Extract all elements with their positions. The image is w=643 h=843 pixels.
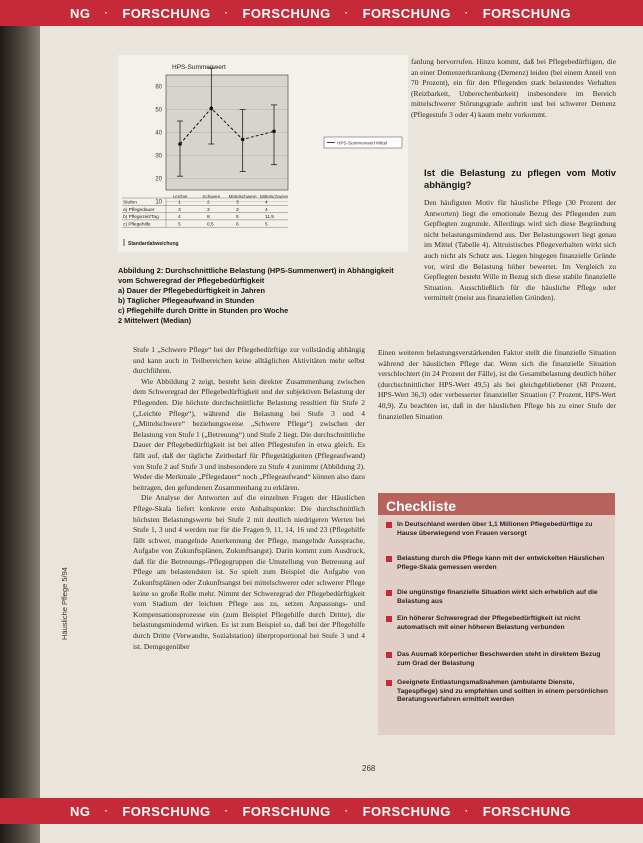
y-tick-label: 50 bbox=[155, 107, 162, 114]
table-cell: a) Pflegedauer bbox=[123, 207, 155, 213]
checklist-box bbox=[378, 493, 615, 735]
footer-band: NG · FORSCHUNG · FORSCHUNG · FORSCHUNG · FORSCHUNG bbox=[0, 798, 643, 824]
hps-chart bbox=[118, 55, 408, 252]
section-heading-block bbox=[424, 167, 616, 190]
band-label: FORSCHUNG bbox=[482, 5, 571, 21]
checklist-item: Belastung durch die Pflege kann mit der entwickelten Häuslichen Pflege-Skala gemessen werden bbox=[386, 555, 608, 572]
chart-title: HPS-Summenwert bbox=[172, 64, 226, 71]
journal-side-label: Häusliche Pflege 5/94 bbox=[60, 567, 69, 640]
table-cell: c) Pflegehilfe bbox=[123, 222, 151, 228]
y-tick-label: 30 bbox=[155, 153, 162, 160]
y-tick-label: 20 bbox=[155, 176, 162, 183]
checklist-item: Ein höherer Schweregrad der Pflegebedürftigkeit ist nicht automatisch mit einer höheren Belastung verbunden bbox=[386, 615, 608, 632]
table-cell: 3 bbox=[178, 207, 181, 213]
table-cell: 11,5 bbox=[265, 215, 274, 221]
table-header-cell: 3 bbox=[236, 200, 239, 206]
band-label: FORSCHUNG bbox=[242, 5, 331, 21]
bullet-square-icon bbox=[386, 616, 392, 622]
table-cell: 4 bbox=[265, 207, 268, 213]
checklist-item: Das Ausmaß körperlicher Beschwerden steht in direktem Bezug zum Grad der Belastung bbox=[386, 651, 608, 668]
table-cell: 6 bbox=[236, 222, 239, 228]
header-band: NG · FORSCHUNG · FORSCHUNG · FORSCHUNG · FORSCHUNG bbox=[0, 0, 643, 26]
x-tick-label: Mittelschwere bbox=[259, 194, 289, 199]
caption-line: b) Täglicher Pflegeaufwand in Stunden bbox=[118, 296, 255, 305]
body-paragraph: Einen weiteren belastungsverstärkenden Faktor stellt die finanzielle Situation während der häuslichen Pflege dar. Wenn sich die finanzielle Situation verschlechtert (in 24 Prozent der Fälle), ist die Gesamtbelastung deutlich höher (durchschnittlicher HPS-Wert 49,5) als bei gleichgebliebener (68 Prozent, HPS-Wert 36,3) oder verbesserter finanzieller Situation (7 Prozent, HPS-Wert 40,9). Zu beachten ist, daß in der häuslichen Pflege bis zu einer Stufe der finanziellen Situation bbox=[378, 348, 616, 421]
band-label: FORSCHUNG bbox=[122, 5, 211, 21]
caption-line: a) Dauer der Pflegebedürftigkeit in Jahren bbox=[118, 286, 266, 295]
bullet-square-icon bbox=[386, 652, 392, 658]
footnote-text: Standardabweichung bbox=[128, 241, 179, 247]
table-cell: 3 bbox=[207, 207, 210, 213]
y-tick-label: 10 bbox=[155, 199, 162, 206]
checklist-item: Geeignete Entlastungsmaßnahmen (ambulante Dienste, Tagespflege) sind zu empfehlen und sollten in einem persönlichen Beratungsverfahren ermittelt werden bbox=[386, 679, 608, 705]
band-label: FORSCHUNG bbox=[482, 803, 571, 819]
x-tick-label: Schwere bbox=[202, 194, 221, 199]
body-paragraph: Die Analyse der Antworten auf die einzelnen Fragen der Häuslichen Pflege-Skala liefert konkrete erste Anhaltspunkte: Die durchschnittlich höchsten Belastungswerte bei Stufe 2 mit deutlich niedrigeren Werten bei Stufe 1, 3 und 4 werden nur für die Fragen 9, 11, 14, 16 und 23 (Pflegehilfe fällt schwer, mangelnde Anerkennung der Pflege, mangelnde Aussprache, Aufgabe von Zukunftsplänen, Zukunftsangst). Darin kommt zum Ausdruck, daß für die Betreuungs-/Pflegegruppen die Umstellung von Betreuung auf Pflege am belastendsten ist. So spielt zum Beispiel die Aufgabe von Zukunftsplänen oder Zukunftsangst bei mittelschwerer oder schwerer Pflege keine so große Rolle mehr. Nimmt der Schweregrad der Pflegebedürftigkeit vom Stadium der leichten Pflege aus zu, setzen Anpassungs- und Kompensationsprozesse ein (zum Beispiel Pflegehilfe durch Dritte), die belastungsmindernd wirken. Es ist zum Beispiel so, daß bei der Pflegehilfe durch Dritte (Verwandte, Sozialstation) überproportional bei Stufe 3 und 4 ist. Demgegenüber bbox=[133, 493, 365, 651]
bullet-square-icon bbox=[386, 590, 392, 596]
figure-caption bbox=[118, 266, 408, 326]
section-heading: Ist die Belastung zu pflegen vom Motiv abhängig? bbox=[424, 167, 616, 190]
body-paragraph: fanlung hervorrufen. Hinzu kommt, daß bei Pflegebedürftigen, die an einer Demenzerkrankung (Demenz) leiden (bei einem Anteil von 70 Prozent), ein für den Pflegenden stark belastendes Verhalten (Reizbarkeit, Unberechenbarkeit) insbesondere im Bereich mittelschwerer Störungsgrade auftritt und bei schwerer Demenz (Pflegestufe 3 oder 4) kaum mehr vorkommt. bbox=[411, 57, 616, 119]
checklist-title: Checkliste bbox=[386, 498, 457, 514]
book-spine bbox=[0, 0, 42, 843]
body-paragraph: Stufe 1 „Schwere Pflege“ bei der Pflegebedürftige zur vollständig abhängig und kann auch in Teilbereichen keine alltäglichen Aktivitäten mehr selbst durchführen. bbox=[133, 345, 365, 376]
table-cell: 5 bbox=[178, 222, 181, 228]
table-header-cell: 2 bbox=[207, 200, 210, 206]
table-cell: 5 bbox=[236, 215, 239, 221]
table-cell: 0,5 bbox=[207, 222, 214, 228]
checklist-item: In Deutschland werden über 1,1 Millionen Pflegebedürftige zu Hause überwiegend von Frauen versorgt bbox=[386, 521, 608, 538]
caption-title: Abbildung 2: Durchschnittliche Belastung (HPS-Summenwert) in Abhängigkeit vom Schweregrad der Pflegebedürftigkeit bbox=[118, 266, 394, 285]
table-header-cell: 4 bbox=[265, 200, 268, 206]
right-column-body bbox=[424, 198, 616, 346]
table-cell: b) Pflegezeit/Tag bbox=[123, 215, 159, 221]
band-label: FORSCHUNG bbox=[362, 5, 451, 21]
x-tick-label: Mittelschwere bbox=[228, 194, 257, 199]
band-label: FORSCHUNG bbox=[362, 803, 451, 819]
table-header-cell: Stufen bbox=[123, 200, 137, 206]
y-tick-label: 60 bbox=[155, 84, 162, 91]
table-header-cell: 1 bbox=[178, 200, 181, 206]
band-label: NG bbox=[70, 5, 91, 21]
series-point bbox=[178, 142, 182, 146]
bullet-square-icon bbox=[386, 522, 392, 528]
band-label: FORSCHUNG bbox=[242, 803, 331, 819]
table-cell: 8 bbox=[207, 215, 210, 221]
left-column-body bbox=[133, 345, 365, 755]
body-paragraph: Den häufigsten Motiv für häusliche Pflege (30 Prozent der Antworten) liegt die emotionale Bezug des Pflegenden zum Gepflegten zugrunde. Allerdings wird sich diese Begründung nicht belastungsmindernd aus. Der Belastungswert liegt genau im Mittel (Tabelle 4). Altruistisches Pflegeverhalten wirkt sich auch nicht als Schutz aus. Liegen hingegen finanzielle Gründe vor, wird die Belastung höher bewertet. Im Vergleich zu Gepflegten besteht Wille in Bezug sich diese stabile finanzielle Situation. Ausschließlich für die häusliche Pflege oder vermittelt (meist aus finanziellen Gründen). bbox=[424, 198, 616, 303]
body-paragraph: Wie Abbildung 2 zeigt, besteht kein direkter Zusammenhang zwischen dem Schweregrad der Pflegebedürftigkeit und der subjektiven Belastung der Pflegenden. Die höchste durchschnittliche Belastung resultiert für Stufe 2 („Leichte Pflege“), während die Belastung bei Stufe 3 und 4 („Mittelschwere“ beziehungsweise „Schwere Pflege“) zwischen der Belastung von Stufe 1 („Betreuung“) und Stufe 2 liegt. Die durchschnittliche Dauer der Pflegebedürftigkeit ist bei allen Pflegestufen in etwa gleich. Es fällt auf, daß der tägliche Zeitbedarf für Pflegetätigkeiten (Pflegeaufwand) von Stufe 2 auf Stufe 3 und insbesondere zu Stufe 4 zunimmt (Abbildung 2). Weder die Merkmale „Pflegedauer“ noch „Pflegeaufwand“ können also dazu beitragen, den gefundenen Zusammenhang zu erklären. bbox=[133, 376, 365, 492]
x-tick-label: Leichte bbox=[172, 194, 188, 199]
right-column-continued bbox=[378, 348, 616, 480]
checklist-item: Die ungünstige finanzielle Situation wirkt sich erheblich auf die Belastung aus bbox=[386, 589, 608, 606]
legend-label: HPS-Summenwert Mittel bbox=[337, 140, 388, 146]
bullet-square-icon bbox=[386, 556, 392, 562]
band-label: FORSCHUNG bbox=[122, 803, 211, 819]
series-point bbox=[210, 107, 214, 111]
band-label: NG bbox=[70, 803, 91, 819]
series-point bbox=[241, 138, 245, 142]
caption-line: 2 Mittelwert (Median) bbox=[118, 316, 192, 325]
y-tick-label: 40 bbox=[155, 130, 162, 137]
table-cell: 5 bbox=[265, 222, 268, 228]
bullet-square-icon bbox=[386, 680, 392, 686]
page-number: 268 bbox=[362, 764, 376, 773]
right-column-top bbox=[411, 57, 616, 157]
table-cell: 3 bbox=[236, 207, 239, 213]
caption-line: c) Pflegehilfe durch Dritte in Stunden pro Woche bbox=[118, 306, 289, 315]
series-point bbox=[272, 130, 276, 134]
table-cell: 4 bbox=[178, 215, 181, 221]
